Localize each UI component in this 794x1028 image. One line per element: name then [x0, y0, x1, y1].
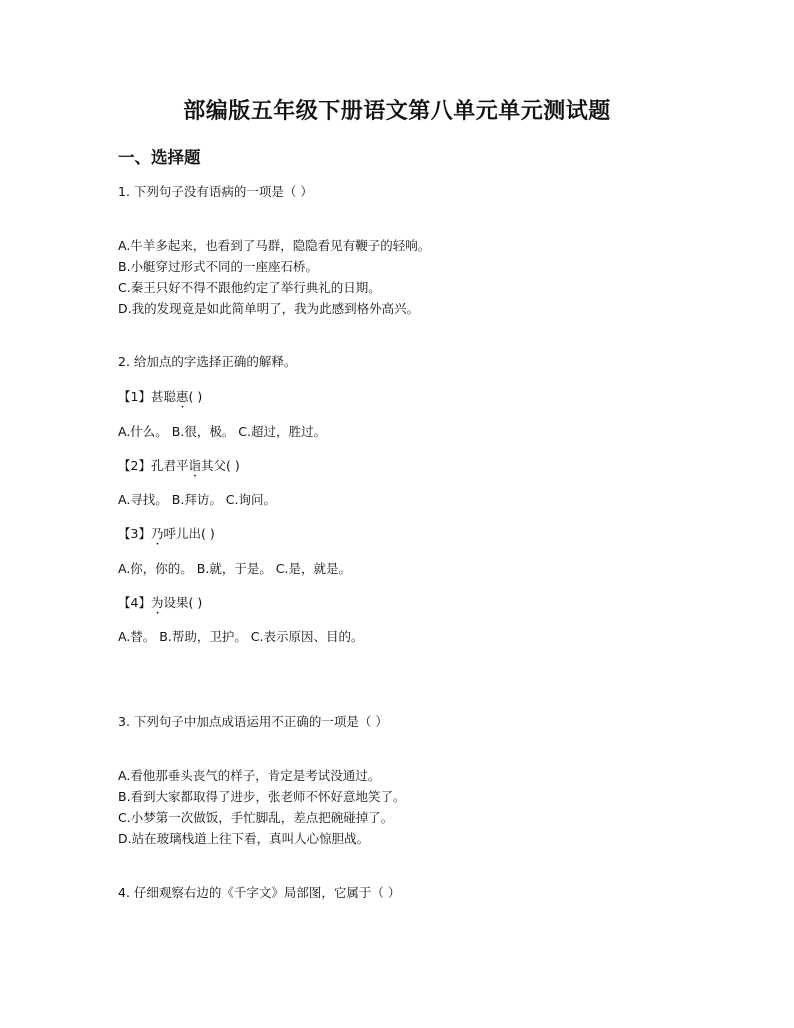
sub-label-prefix: 【1】甚聪 — [118, 389, 176, 404]
question-3-option-b: B.看到大家都取得了进步，张老师不怀好意地笑了。 — [118, 789, 406, 804]
question-2-sub-1-label — [118, 389, 202, 411]
question-4-stem: 4. 仔细观察右边的《千字文》局部图，它属于（ ） — [118, 885, 401, 900]
page-title: 部编版五年级下册语文第八单元单元测试题 — [183, 98, 611, 124]
sub-label-prefix: 【3】 — [118, 526, 151, 541]
dotted-character: 为 — [150, 595, 164, 610]
dotted-character: 乃 — [150, 526, 164, 541]
dotted-character: 诣 — [188, 458, 201, 473]
question-1-stem: 1. 下列句子没有语病的一项是（ ） — [118, 184, 313, 199]
sub-label-suffix: 设果( ) — [163, 595, 203, 610]
sub-label-prefix: 【2】孔君平 — [118, 458, 189, 473]
question-2-sub-3-label — [118, 526, 215, 548]
question-3-stem: 3. 下列句子中加点成语运用不正确的一项是（ ） — [118, 714, 388, 729]
question-2-sub-2-label — [118, 458, 240, 480]
question-2-stem: 2. 给加点的字选择正确的解释。 — [118, 354, 297, 369]
dotted-character: 惠 — [175, 389, 189, 404]
sub-label-suffix: 呼儿出( ) — [163, 526, 215, 541]
question-1-option-b: B.小艇穿过形式不同的一座座石桥。 — [118, 259, 319, 274]
section-heading: 一、选择题 — [118, 148, 201, 167]
question-1-option-c: C.秦王只好不得不跟他约定了举行典礼的日期。 — [118, 280, 381, 295]
question-1-option-a: A.牛羊多起来，也看到了马群，隐隐看见有鞭子的轻响。 — [118, 238, 431, 253]
question-3-option-d: D.站在玻璃栈道上往下看，真叫人心惊胆战。 — [118, 831, 370, 846]
question-2-sub-2-answers: A.寻找。 B.拜访。 C.询问。 — [118, 492, 277, 507]
question-2-sub-1-answers: A.什么。 B.很，极。 C.超过，胜过。 — [118, 424, 327, 439]
sub-label-suffix: 其父( ) — [200, 458, 240, 473]
sub-label-suffix: ( ) — [188, 389, 203, 404]
question-3-option-a: A.看他那垂头丧气的样子，肯定是考试没通过。 — [118, 768, 381, 783]
question-2-sub-4-label — [118, 595, 202, 617]
question-2-sub-4-answers: A.替。 B.帮助，卫护。 C.表示原因、目的。 — [118, 629, 364, 644]
question-3-option-c: C.小梦第一次做饭，手忙脚乱，差点把碗碰掉了。 — [118, 810, 394, 825]
question-1-option-d: D.我的发现竟是如此简单明了，我为此感到格外高兴。 — [118, 301, 420, 316]
question-2-sub-3-answers: A.你，你的。 B.就，于是。 C.是，就是。 — [118, 561, 352, 576]
sub-label-prefix: 【4】 — [118, 595, 151, 610]
